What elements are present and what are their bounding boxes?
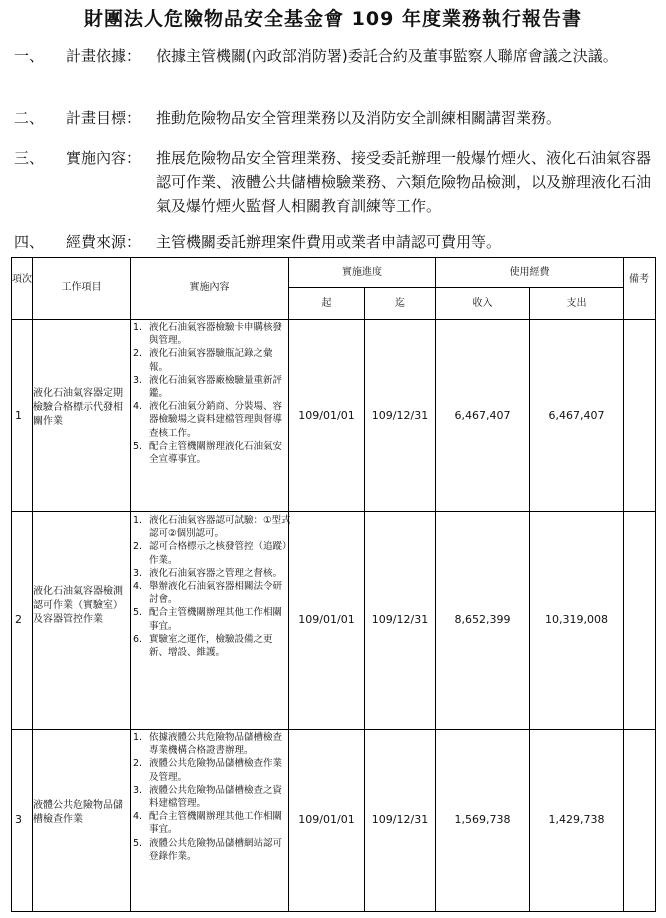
section-number: 二、 <box>14 109 45 127</box>
section-number: 三、 <box>14 149 45 167</box>
header-end: 迄 <box>395 298 405 309</box>
header-index: 項次 <box>12 274 32 285</box>
row-expense: 6,467,407 <box>548 409 605 422</box>
section-basis <box>14 44 654 92</box>
section-number: 一、 <box>14 47 45 65</box>
row-end: 109/12/31 <box>371 813 429 826</box>
row-index: 2 <box>15 613 22 626</box>
section-funding <box>14 230 654 254</box>
list-item: 5. 液體公共危險物品儲槽網站認可登錄作業。 <box>133 837 283 862</box>
section-goal <box>14 106 654 130</box>
list-item: 2. 液化石油氣容器驗瓶記錄之彙報。 <box>133 348 273 373</box>
header-expense: 支出 <box>566 298 587 309</box>
document-title: 財團法人危險物品安全基金會 109 年度業務執行報告書 <box>84 8 582 30</box>
work-table <box>11 257 656 912</box>
section-label: 計畫目標： <box>66 109 142 127</box>
list-item: 4. 配合主管機關辦理其他工作相關事宜。 <box>133 811 283 836</box>
section-label: 實施內容： <box>66 149 142 167</box>
section-text: 推動危險物品安全管理業務以及消防安全訓練相關講習業務。 <box>156 109 562 127</box>
header-income: 收入 <box>472 298 493 309</box>
header-item: 工作項目 <box>61 282 102 293</box>
list-item: 2. 液體公共危險物品儲槽檢查作業及管理。 <box>133 758 283 783</box>
header-start: 起 <box>321 298 332 309</box>
row-index: 1 <box>15 409 22 422</box>
header-funds: 使用經費 <box>509 267 550 278</box>
row-start: 109/01/01 <box>298 613 355 626</box>
list-item: 2. 認可合格標示之核發管控（追蹤）作業。 <box>133 541 287 566</box>
row-end: 109/12/31 <box>371 613 429 626</box>
row-income: 1,569,738 <box>454 813 511 826</box>
header-progress: 實施進度 <box>342 267 382 278</box>
row-start: 109/01/01 <box>298 813 355 826</box>
section-label: 經費來源： <box>66 233 142 251</box>
row-income: 8,652,399 <box>454 613 511 626</box>
row-start: 109/01/01 <box>298 409 355 422</box>
row-end: 109/12/31 <box>371 409 429 422</box>
list-item: 4. 舉辦液化石油氣容器相關法令研討會。 <box>133 581 283 606</box>
section-label: 計畫依據： <box>66 47 142 65</box>
list-item: 5. 配合主管機關辦理液化石油氣安全宣導事宜。 <box>133 440 283 466</box>
row-item: 液化石油氣容器定期檢驗合格標示代發相關作業 <box>33 388 123 427</box>
header-remark: 備考 <box>629 274 649 285</box>
row-content-list <box>131 321 291 466</box>
row-content-list <box>131 731 291 863</box>
header-content: 實施內容 <box>189 282 230 293</box>
row-content-list <box>131 514 291 659</box>
list-item: 4. 液化石油氣分銷商、分裝場、容器檢驗場之資料建檔管理與督導查核工作。 <box>133 401 283 439</box>
list-item: 3. 液化石油氣容器之管理之督核。 <box>133 567 283 579</box>
section-text: 主管機關委託辦理案件費用或業者申請認可費用等。 <box>156 233 502 251</box>
list-item: 1. 液化石油氣容器檢驗卡申購核發與管理。 <box>133 322 283 347</box>
row-item: 液體公共危險物品儲槽檢查作業 <box>33 800 123 825</box>
list-item: 6. 實驗室之運作，檢驗設備之更新、增設、維護。 <box>133 633 273 659</box>
section-number: 四、 <box>14 233 45 251</box>
section-text: 依據主管機關(內政部消防署)委託合約及董事監察人聯席會議之決議。 <box>156 47 618 65</box>
list-item: 1. 依據液體公共危險物品儲槽檢查專業機構合格證書辦理。 <box>133 732 283 757</box>
list-item: 5. 配合主管機關辦理其他工作相關事宜。 <box>133 607 283 632</box>
row-income: 6,467,407 <box>454 409 511 422</box>
row-expense: 1,429,738 <box>548 813 605 826</box>
row-expense: 10,319,008 <box>545 613 608 626</box>
section-text: 推展危險物品安全管理業務、接受委託辦理一般爆竹煙火、液化石油氣容器認可作業、液體公共儲槽檢驗業務、六類危險物品檢測，以及辦理液化石油氣及爆竹煙火監督人相關教育訓練等工作。 <box>156 149 652 215</box>
row-index: 3 <box>15 813 22 826</box>
section-content <box>14 146 654 218</box>
list-item: 3. 液體公共危險物品儲槽檢查之資料建檔管理。 <box>133 784 283 810</box>
list-item: 1. 液化石油氣容器認可試驗：①型式認可②個別認可。 <box>133 515 291 540</box>
list-item: 3. 液化石油氣容器廠檢驗量重新評鑑。 <box>133 374 283 400</box>
row-item: 液化石油氣容器檢測認可作業（實驗室）及容器管控作業 <box>33 586 123 625</box>
